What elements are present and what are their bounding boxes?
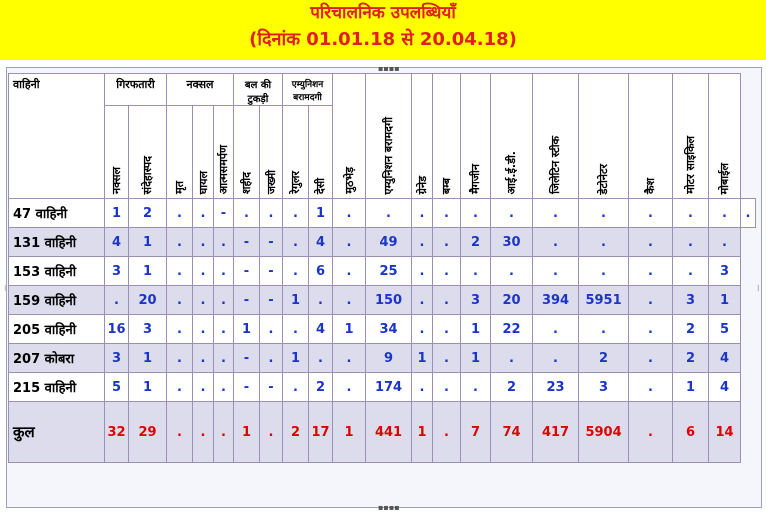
value-cell: . — [433, 257, 461, 286]
value-cell: 3 — [105, 257, 129, 286]
value-cell: - — [234, 344, 260, 373]
value-cell: . — [461, 373, 491, 402]
value-cell: . — [193, 257, 214, 286]
value-cell: 22 — [491, 315, 533, 344]
value-cell: . — [193, 228, 214, 257]
value-cell: . — [193, 344, 214, 373]
unit-header: वाहिनी — [9, 74, 105, 199]
value-cell: . — [167, 286, 193, 315]
value-cell: 1 — [129, 228, 167, 257]
value-cell: . — [533, 228, 579, 257]
value-cell: 25 — [366, 257, 412, 286]
value-cell: . — [412, 286, 433, 315]
value-cell: - — [260, 228, 283, 257]
table-row — [9, 373, 756, 402]
value-cell: . — [283, 257, 309, 286]
table-row — [9, 286, 756, 315]
value-cell: . — [433, 402, 461, 463]
value-cell: . — [193, 373, 214, 402]
table-row — [9, 228, 756, 257]
value-cell: - — [234, 257, 260, 286]
value-cell: . — [461, 257, 491, 286]
value-cell: 417 — [533, 402, 579, 463]
naxal-group-header: नक्सल — [167, 74, 234, 106]
value-cell: 1 — [129, 373, 167, 402]
top-resize-handle[interactable]: ▪▪▪▪ — [378, 64, 400, 73]
table-row — [9, 199, 756, 228]
detonator-header: डेटोनेटर — [579, 74, 629, 199]
value-cell: 3 — [129, 315, 167, 344]
value-cell: 2 — [309, 373, 333, 402]
unit-cell: 205 वाहिनी — [9, 315, 105, 344]
value-cell: 34 — [366, 315, 412, 344]
value-cell: . — [461, 199, 491, 228]
value-cell: 17 — [309, 402, 333, 463]
value-cell: . — [412, 199, 433, 228]
value-cell: 1 — [333, 315, 366, 344]
value-cell: . — [333, 373, 366, 402]
value-cell: . — [629, 286, 673, 315]
value-cell: . — [167, 373, 193, 402]
value-cell: . — [491, 199, 533, 228]
gelatin-header: जिलेटिन स्टीक — [533, 74, 579, 199]
value-cell: 394 — [533, 286, 579, 315]
value-cell: . — [167, 257, 193, 286]
value-cell: 3 — [709, 257, 741, 286]
naxal-arrest-header: नक्सल — [105, 106, 129, 199]
value-cell: 1 — [129, 344, 167, 373]
ammo-recovery-header: एम्युनिशन बरामदगी — [366, 74, 412, 199]
value-cell: 4 — [709, 373, 741, 402]
value-cell: . — [105, 286, 129, 315]
value-cell: . — [412, 373, 433, 402]
date-range: (दिनांक 01.01.18 से 20.04.18) — [249, 29, 517, 50]
cash-header: कैश — [629, 74, 673, 199]
table-row — [9, 315, 756, 344]
value-cell: . — [533, 257, 579, 286]
value-cell: 3 — [461, 286, 491, 315]
value-cell: 4 — [309, 228, 333, 257]
total-row — [9, 402, 756, 463]
motorcycle-header: मोटर साइकिल — [673, 74, 709, 199]
value-cell: 2 — [491, 373, 533, 402]
value-cell: . — [234, 199, 260, 228]
value-cell: 5951 — [579, 286, 629, 315]
value-cell: 3 — [105, 344, 129, 373]
unit-cell: 131 वाहिनी — [9, 228, 105, 257]
value-cell: 2 — [673, 315, 709, 344]
value-cell: 1 — [234, 315, 260, 344]
left-resize-handle[interactable]: ⁝ — [4, 284, 7, 293]
value-cell: 2 — [461, 228, 491, 257]
value-cell: 2 — [673, 344, 709, 373]
force-group-header: बल की टुकड़ी — [234, 74, 283, 106]
value-cell: . — [629, 344, 673, 373]
title-banner — [0, 0, 766, 60]
value-cell: . — [283, 199, 309, 228]
value-cell: 14 — [709, 402, 741, 463]
value-cell: . — [579, 257, 629, 286]
value-cell: . — [214, 257, 234, 286]
value-cell: . — [333, 199, 366, 228]
operations-table — [8, 73, 756, 463]
value-cell: . — [283, 373, 309, 402]
value-cell: . — [283, 315, 309, 344]
value-cell: 1 — [283, 286, 309, 315]
value-cell: 30 — [491, 228, 533, 257]
magazine-header: मैगजीन — [461, 74, 491, 199]
value-cell: . — [533, 315, 579, 344]
value-cell: 3 — [579, 373, 629, 402]
value-cell: 32 — [105, 402, 129, 463]
encounter-header: मुठभेड़ — [333, 74, 366, 199]
unit-cell: 47 वाहिनी — [9, 199, 105, 228]
value-cell: . — [309, 286, 333, 315]
value-cell: . — [533, 199, 579, 228]
value-cell: 441 — [366, 402, 412, 463]
unit-cell: 159 वाहिनी — [9, 286, 105, 315]
value-cell: 16 — [105, 315, 129, 344]
value-cell: . — [741, 199, 756, 228]
value-cell: . — [629, 402, 673, 463]
value-cell: . — [193, 286, 214, 315]
value-cell: 23 — [533, 373, 579, 402]
ied-header: आई.ई.डी. — [491, 74, 533, 199]
value-cell: 5 — [105, 373, 129, 402]
dead-header: मृत — [167, 106, 193, 199]
value-cell: . — [433, 199, 461, 228]
value-cell: . — [309, 344, 333, 373]
value-cell: . — [193, 402, 214, 463]
unit-cell: 207 कोबरा — [9, 344, 105, 373]
value-cell: . — [579, 228, 629, 257]
table-row — [9, 257, 756, 286]
ammo-group-header: एम्युनिशन बरामदगी — [283, 74, 333, 106]
value-cell: . — [193, 315, 214, 344]
value-cell: . — [333, 257, 366, 286]
value-cell: 1 — [412, 402, 433, 463]
value-cell: 1 — [309, 199, 333, 228]
value-cell: 2 — [579, 344, 629, 373]
value-cell: 2 — [283, 402, 309, 463]
value-cell: . — [193, 199, 214, 228]
value-cell: . — [709, 228, 741, 257]
value-cell: 4 — [709, 344, 741, 373]
value-cell: . — [412, 257, 433, 286]
value-cell: . — [412, 228, 433, 257]
value-cell: . — [260, 344, 283, 373]
value-cell: 2 — [129, 199, 167, 228]
value-cell: . — [333, 228, 366, 257]
value-cell: 150 — [366, 286, 412, 315]
value-cell: . — [214, 286, 234, 315]
value-cell: . — [260, 199, 283, 228]
surrender-header: आत्मसमर्पण — [214, 106, 234, 199]
value-cell: . — [629, 315, 673, 344]
value-cell: 5904 — [579, 402, 629, 463]
value-cell: . — [673, 199, 709, 228]
value-cell: 29 — [129, 402, 167, 463]
value-cell: . — [214, 315, 234, 344]
value-cell: . — [333, 344, 366, 373]
value-cell: 49 — [366, 228, 412, 257]
value-cell: 1 — [461, 344, 491, 373]
country-header: देसी — [309, 106, 333, 199]
arrest-group-header: गिरफतारी — [105, 74, 167, 106]
value-cell: . — [579, 199, 629, 228]
table-row — [9, 344, 756, 373]
value-cell: - — [234, 373, 260, 402]
right-resize-handle[interactable]: ⁝ — [757, 284, 760, 293]
force-injured-header: जख्मी — [260, 106, 283, 199]
value-cell: . — [167, 344, 193, 373]
value-cell: 74 — [491, 402, 533, 463]
suspect-header: संदेहास्पद — [129, 106, 167, 199]
value-cell: . — [333, 286, 366, 315]
value-cell: 3 — [673, 286, 709, 315]
value-cell: . — [433, 373, 461, 402]
value-cell: 7 — [461, 402, 491, 463]
value-cell: . — [629, 373, 673, 402]
mobile-header: मोबाईल — [709, 74, 741, 199]
page-title: परिचालनिक उपलब्धियॉं — [310, 3, 456, 23]
value-cell: . — [283, 228, 309, 257]
value-cell: 20 — [491, 286, 533, 315]
value-cell: - — [234, 286, 260, 315]
value-cell: . — [260, 315, 283, 344]
regular-header: रेगुलर — [283, 106, 309, 199]
value-cell: 6 — [309, 257, 333, 286]
value-cell: 1 — [129, 257, 167, 286]
unit-cell: कुल — [9, 402, 105, 463]
value-cell: . — [433, 228, 461, 257]
unit-cell: 215 वाहिनी — [9, 373, 105, 402]
value-cell: . — [214, 402, 234, 463]
value-cell: 1 — [673, 373, 709, 402]
value-cell: . — [673, 257, 709, 286]
value-cell: . — [629, 199, 673, 228]
value-cell: . — [709, 199, 741, 228]
value-cell: . — [260, 402, 283, 463]
value-cell: . — [214, 228, 234, 257]
value-cell: . — [579, 315, 629, 344]
value-cell: 1 — [333, 402, 366, 463]
value-cell: 4 — [309, 315, 333, 344]
value-cell: . — [433, 315, 461, 344]
value-cell: . — [214, 344, 234, 373]
bomb-header: बम्ब — [433, 74, 461, 199]
value-cell: 1 — [709, 286, 741, 315]
value-cell: - — [260, 257, 283, 286]
value-cell: . — [214, 373, 234, 402]
bottom-resize-handle[interactable]: ▪▪▪▪ — [378, 503, 400, 512]
value-cell: 20 — [129, 286, 167, 315]
value-cell: . — [629, 257, 673, 286]
value-cell: 9 — [366, 344, 412, 373]
value-cell: . — [629, 228, 673, 257]
value-cell: 1 — [234, 402, 260, 463]
value-cell: - — [260, 373, 283, 402]
value-cell: 1 — [105, 199, 129, 228]
value-cell: . — [491, 344, 533, 373]
value-cell: 4 — [105, 228, 129, 257]
value-cell: 1 — [412, 344, 433, 373]
value-cell: - — [234, 228, 260, 257]
martyr-header: शहीद — [234, 106, 260, 199]
value-cell: - — [214, 199, 234, 228]
value-cell: . — [491, 257, 533, 286]
value-cell: . — [433, 286, 461, 315]
value-cell: . — [167, 315, 193, 344]
value-cell: . — [433, 344, 461, 373]
unit-cell: 153 वाहिनी — [9, 257, 105, 286]
value-cell: . — [167, 199, 193, 228]
value-cell: 5 — [709, 315, 741, 344]
value-cell: 174 — [366, 373, 412, 402]
value-cell: . — [167, 228, 193, 257]
value-cell: . — [673, 228, 709, 257]
value-cell: - — [260, 286, 283, 315]
value-cell: . — [167, 402, 193, 463]
injured-header: घायल — [193, 106, 214, 199]
value-cell: 6 — [673, 402, 709, 463]
value-cell: . — [366, 199, 412, 228]
value-cell: . — [533, 344, 579, 373]
grenade-header: ग्रेनेड — [412, 74, 433, 199]
value-cell: 1 — [283, 344, 309, 373]
value-cell: . — [412, 315, 433, 344]
value-cell: 1 — [461, 315, 491, 344]
